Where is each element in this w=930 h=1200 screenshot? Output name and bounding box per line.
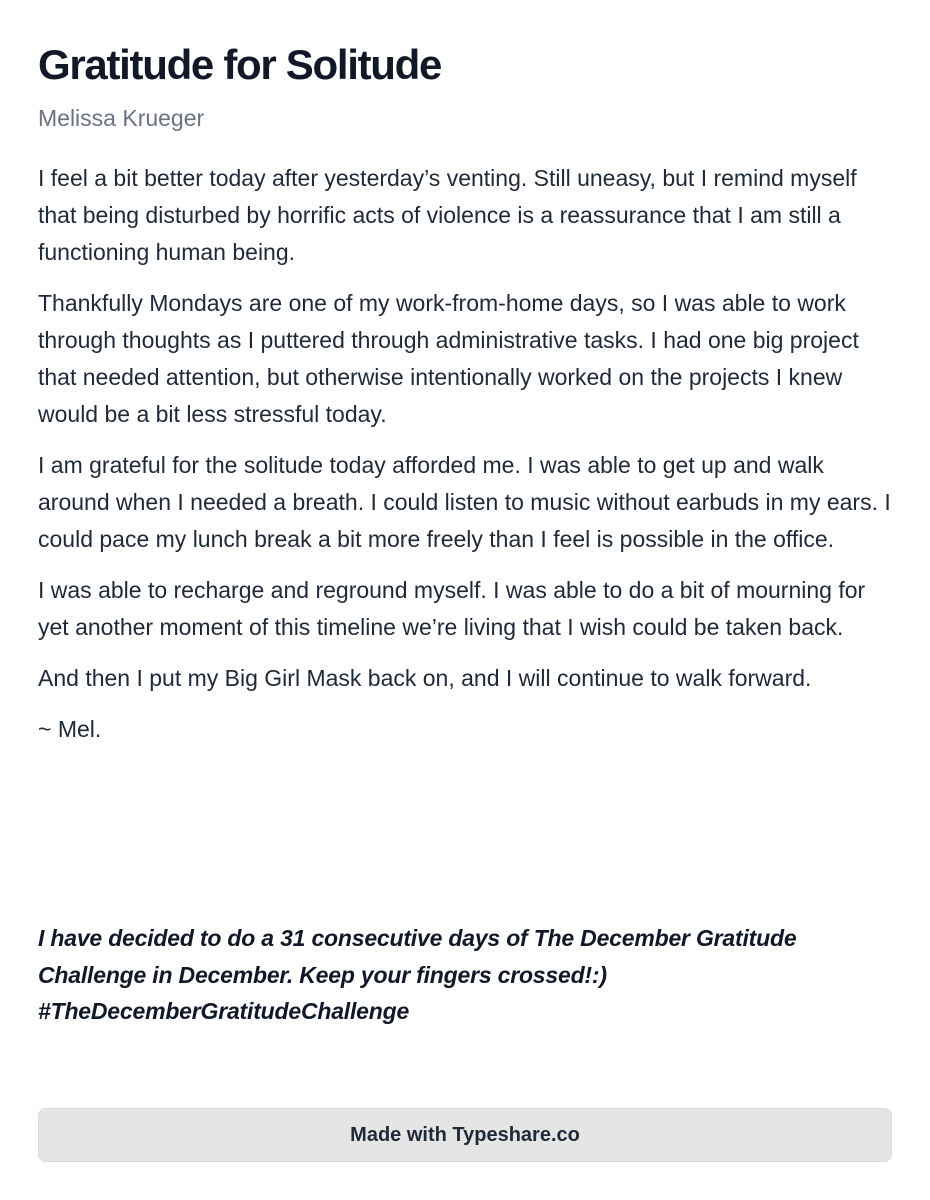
typeshare-post-card [38, 0, 892, 1200]
body-paragraph: I was able to recharge and reground myself. I was able to do a bit of mourning for yet another moment of this timeline we’re living that I wish could be taken back. [38, 577, 866, 640]
author-name: Melissa Krueger [38, 105, 205, 131]
body-paragraph: I am grateful for the solitude today afforded me. I was able to get up and walk around when I needed a breath. I could listen to music without earbuds in my ears. I could pace my lunch break a bit more freely than I feel is possible in the office. [38, 452, 891, 552]
post-title: Gratitude for Solitude [38, 41, 442, 88]
made-with-typeshare-badge[interactable] [38, 1108, 892, 1162]
body-paragraph: Thankfully Mondays are one of my work-from-home days, so I was able to work through thoughts as I puttered through administrative tasks. I had one big project that needed attention, but otherwise intentionally worked on the projects I knew would be a bit less stressful today. [38, 290, 859, 427]
body-paragraph: I feel a bit better today after yesterday’s venting. Still uneasy, but I remind myself that being disturbed by horrific acts of violence is a reassurance that I am still a functioning human being. [38, 165, 857, 265]
badge-label: Made with Typeshare.co [350, 1123, 580, 1146]
challenge-note: I have decided to do a 31 consecutive days of The December Gratitude Challenge in December. Keep your fingers crossed!:) #TheDecemberGratitudeChallenge [38, 925, 797, 1024]
post-body [38, 160, 892, 748]
body-paragraph: And then I put my Big Girl Mask back on, and I will continue to walk forward. [38, 665, 812, 691]
signoff: ~ Mel. [38, 716, 102, 742]
